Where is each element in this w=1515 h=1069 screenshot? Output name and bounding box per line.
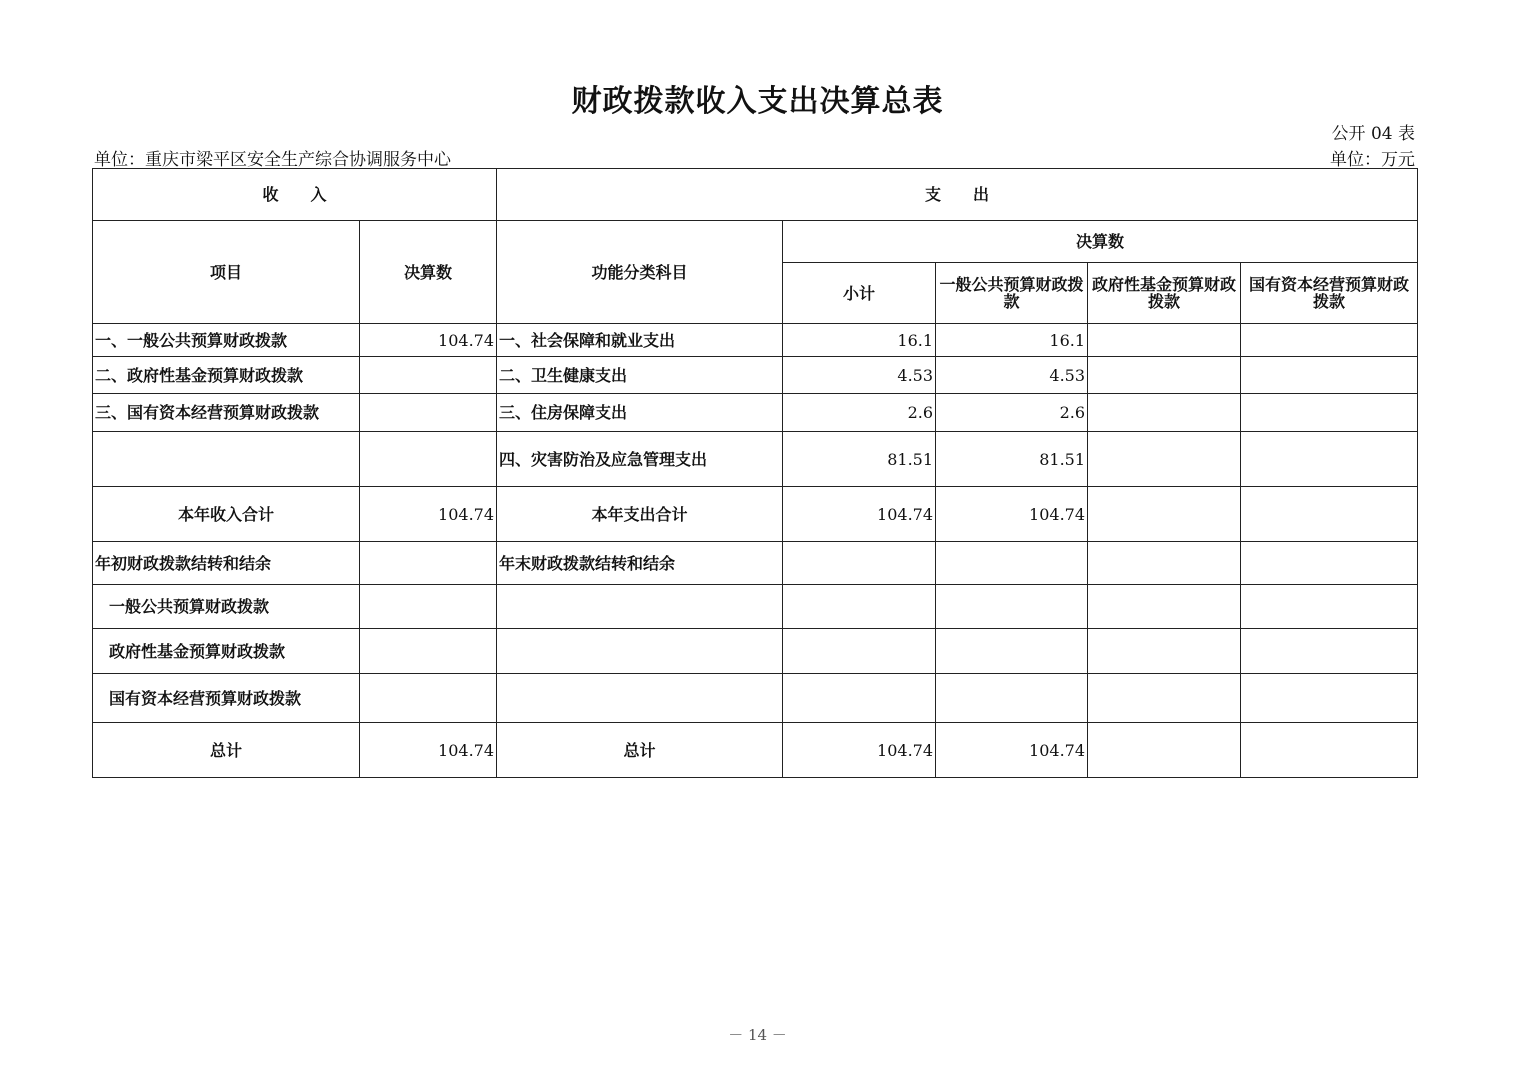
empty-cell	[936, 674, 1088, 723]
empty-cell	[1241, 629, 1418, 674]
row-item	[93, 432, 360, 487]
carry-general	[936, 542, 1088, 585]
empty-cell	[1088, 629, 1241, 674]
table-row	[93, 324, 1418, 357]
year-capital	[1241, 487, 1418, 542]
header-row-2	[93, 221, 1418, 263]
row-amount	[360, 394, 497, 432]
row-amount: 104.74	[360, 324, 497, 357]
grand-total-row	[93, 723, 1418, 778]
carry-detail-row	[93, 674, 1418, 723]
year-fund	[1088, 487, 1241, 542]
header-state-capital: 国有资本经营预算财政拨款	[1241, 263, 1418, 324]
header-row-1	[93, 169, 1418, 221]
year-income-label: 本年收入合计	[93, 487, 360, 542]
carry-row	[93, 542, 1418, 585]
year-income-amount: 104.74	[360, 487, 497, 542]
empty-cell	[936, 629, 1088, 674]
carry-begin-label: 年初财政拨款结转和结余	[93, 542, 360, 585]
row-fund	[1088, 324, 1241, 357]
row-subtotal: 81.51	[783, 432, 936, 487]
form-number: 公开 04 表	[1331, 124, 1415, 144]
page-title: 财政拨款收入支出决算总表	[571, 84, 944, 119]
row-item: 二、政府性基金预算财政拨款	[93, 357, 360, 394]
header-income: 收 入	[93, 169, 497, 221]
carry-end-label: 年末财政拨款结转和结余	[497, 542, 783, 585]
header-item: 项目	[93, 221, 360, 324]
year-general: 104.74	[936, 487, 1088, 542]
year-subtotal: 104.74	[783, 487, 936, 542]
row-amount	[360, 357, 497, 394]
header-func-category: 功能分类科目	[497, 221, 783, 324]
empty-cell	[1241, 674, 1418, 723]
row-capital	[1241, 432, 1418, 487]
row-fund	[1088, 357, 1241, 394]
grand-expense-label: 总计	[497, 723, 783, 778]
row-item: 一、一般公共预算财政拨款	[93, 324, 360, 357]
empty-cell	[360, 674, 497, 723]
empty-cell	[360, 629, 497, 674]
row-func: 二、卫生健康支出	[497, 357, 783, 394]
grand-income-amount: 104.74	[360, 723, 497, 778]
carry-capital	[1241, 542, 1418, 585]
grand-general: 104.74	[936, 723, 1088, 778]
grand-income-label: 总计	[93, 723, 360, 778]
table-row	[93, 432, 1418, 487]
carry-item: 政府性基金预算财政拨款	[93, 629, 360, 674]
row-subtotal: 4.53	[783, 357, 936, 394]
budget-table	[92, 168, 1418, 778]
carry-fund	[1088, 542, 1241, 585]
table-row	[93, 394, 1418, 432]
carry-item: 国有资本经营预算财政拨款	[93, 674, 360, 723]
grand-fund	[1088, 723, 1241, 778]
row-general: 4.53	[936, 357, 1088, 394]
empty-cell	[783, 629, 936, 674]
carry-item: 一般公共预算财政拨款	[93, 585, 360, 629]
empty-cell	[1088, 585, 1241, 629]
carry-detail-row	[93, 585, 1418, 629]
row-func: 四、灾害防治及应急管理支出	[497, 432, 783, 487]
unit-currency: 单位：万元	[1330, 150, 1415, 170]
empty-cell	[783, 585, 936, 629]
row-amount	[360, 432, 497, 487]
header-general-budget: 一般公共预算财政拨款	[936, 263, 1088, 324]
row-func: 一、社会保障和就业支出	[497, 324, 783, 357]
empty-cell	[360, 585, 497, 629]
carry-subtotal	[783, 542, 936, 585]
empty-cell	[497, 585, 783, 629]
empty-cell	[497, 629, 783, 674]
row-func: 三、住房保障支出	[497, 394, 783, 432]
row-general: 81.51	[936, 432, 1088, 487]
table-row	[93, 357, 1418, 394]
year-total-row	[93, 487, 1418, 542]
page-number: － 14 －	[728, 1026, 787, 1044]
header-expense: 支 出	[497, 169, 1418, 221]
row-general: 2.6	[936, 394, 1088, 432]
carry-begin-amount	[360, 542, 497, 585]
row-capital	[1241, 357, 1418, 394]
empty-cell	[936, 585, 1088, 629]
header-amount: 决算数	[360, 221, 497, 324]
grand-subtotal: 104.74	[783, 723, 936, 778]
row-subtotal: 2.6	[783, 394, 936, 432]
header-gov-fund: 政府性基金预算财政拨款	[1088, 263, 1241, 324]
row-general: 16.1	[936, 324, 1088, 357]
row-fund	[1088, 394, 1241, 432]
row-item: 三、国有资本经营预算财政拨款	[93, 394, 360, 432]
header-amount-group: 决算数	[783, 221, 1418, 263]
unit-organization: 单位：重庆市梁平区安全生产综合协调服务中心	[94, 150, 451, 170]
empty-cell	[497, 674, 783, 723]
row-fund	[1088, 432, 1241, 487]
header-subtotal: 小计	[783, 263, 936, 324]
row-subtotal: 16.1	[783, 324, 936, 357]
carry-detail-row	[93, 629, 1418, 674]
empty-cell	[1088, 674, 1241, 723]
grand-capital	[1241, 723, 1418, 778]
row-capital	[1241, 394, 1418, 432]
year-expense-label: 本年支出合计	[497, 487, 783, 542]
row-capital	[1241, 324, 1418, 357]
empty-cell	[783, 674, 936, 723]
empty-cell	[1241, 585, 1418, 629]
